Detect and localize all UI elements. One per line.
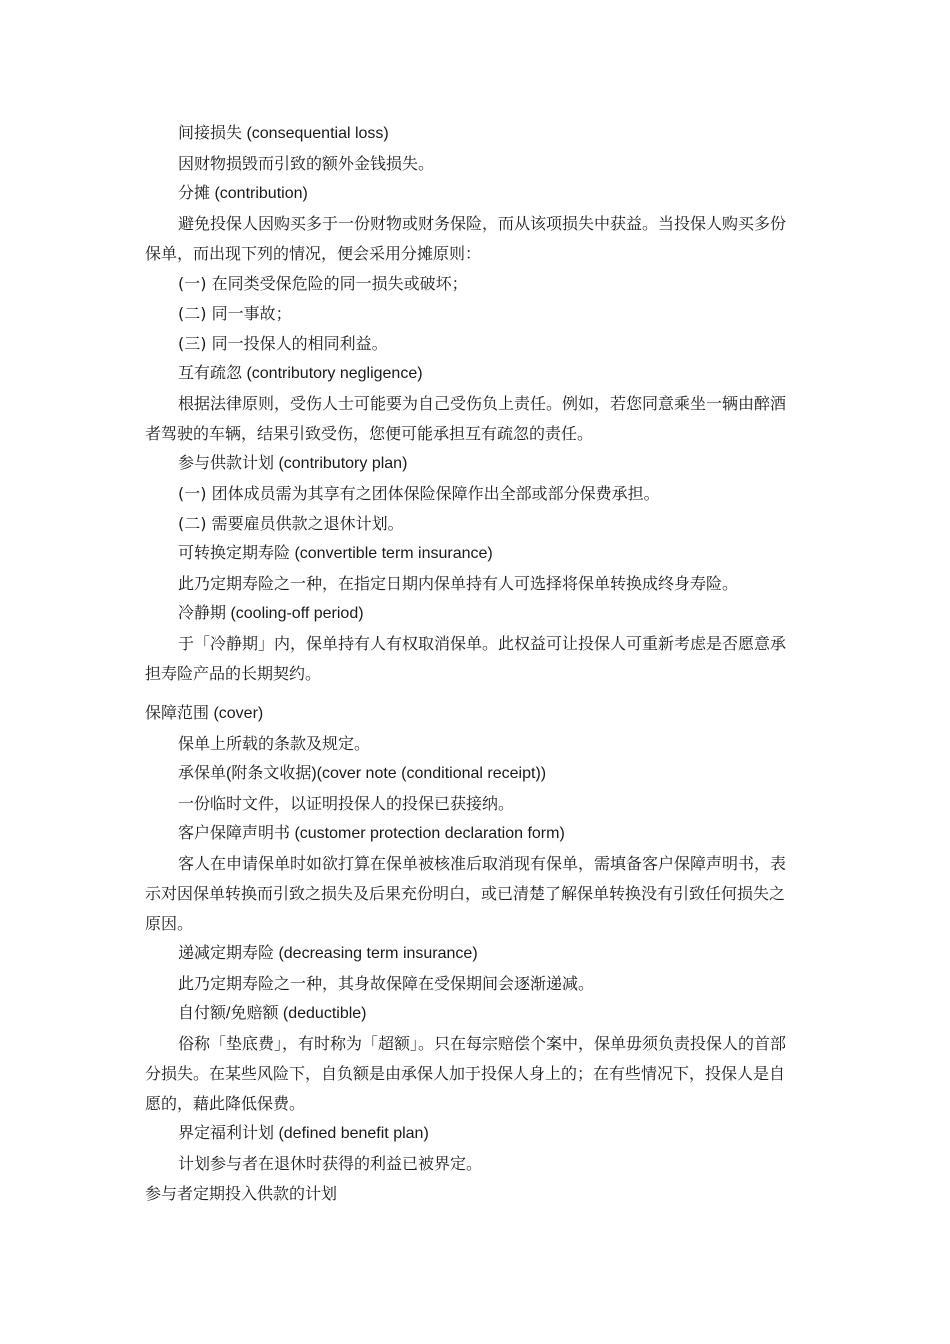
definition-text: 参与者定期投入供款的计划 [145, 1184, 338, 1203]
list-item: (一) 团体成员需为其享有之团体保险保障作出全部或部分保费承担。 [178, 484, 660, 503]
definition-text: 此乃定期寿险之一种，其身故保障在受保期间会逐渐递减。 [178, 974, 595, 993]
term-heading-deductible: 自付额/免赔额 (deductible) [178, 1005, 367, 1022]
term-heading-contributory-plan: 参与供款计划 (contributory plan) [178, 455, 408, 472]
term-heading-customer-protection-declaration-form: 客户保障声明书 (customer protection declaration form) [178, 825, 565, 842]
definition-text: 担寿险产品的长期契约。 [145, 664, 322, 683]
definition-text: 示对因保单转换而引致之损失及后果充份明白，或已清楚了解保单转换没有引致任何损失之 [145, 884, 786, 903]
term-heading-contributory-negligence: 互有疏忽 (contributory negligence) [178, 365, 423, 382]
list-item: (二) 需要雇员供款之退休计划。 [178, 514, 404, 533]
definition-text: 保单上所载的条款及规定。 [178, 734, 371, 753]
list-item: (二) 同一事故； [178, 304, 292, 323]
term-heading-decreasing-term-insurance: 递减定期寿险 (decreasing term insurance) [178, 945, 478, 962]
definition-text: 计划参与者在退休时获得的利益已被界定。 [178, 1154, 483, 1173]
term-heading-defined-benefit-plan: 界定福利计划 (defined benefit plan) [178, 1125, 429, 1142]
term-heading-contribution: 分摊 (contribution) [178, 185, 308, 202]
list-item: (三) 同一投保人的相同利益。 [178, 334, 388, 353]
definition-text: 愿的，藉此降低保费。 [145, 1094, 306, 1113]
definition-text: 因财物损毁而引致的额外金钱损失。 [178, 154, 435, 173]
definition-text: 保单，而出现下列的情况，便会采用分摊原则： [145, 244, 482, 263]
definition-text: 此乃定期寿险之一种，在指定日期内保单持有人可选择将保单转换成终身寿险。 [178, 574, 739, 593]
term-heading-cover: 保障范围 (cover) [145, 705, 264, 722]
term-heading-convertible-term-insurance: 可转换定期寿险 (convertible term insurance) [178, 545, 493, 562]
definition-text: 分损失。在某些风险下，自负额是由承保人加于投保人身上的；在有些情况下，投保人是自 [145, 1064, 786, 1083]
list-item: (一) 在同类受保危险的同一损失或破坏； [178, 274, 468, 293]
term-heading-consequential-loss: 间接损失 (consequential loss) [178, 125, 389, 142]
definition-text: 俗称「垫底费」，有时称为「超额」。只在每宗赔偿个案中，保单毋须负责投保人的首部 [178, 1034, 787, 1053]
definition-text: 于「冷静期」内，保单持有人有权取消保单。此权益可让投保人可重新考虑是否愿意承 [178, 634, 787, 653]
definition-text: 一份临时文件，以证明投保人的投保已获接纳。 [178, 794, 515, 813]
term-heading-cooling-off-period: 冷静期 (cooling-off period) [178, 605, 364, 622]
definition-text: 者驾驶的车辆，结果引致受伤，您便可能承担互有疏忽的责任。 [145, 424, 594, 443]
definition-text: 避免投保人因购买多于一份财物或财务保险，而从该项损失中获益。当投保人购买多份 [178, 214, 787, 233]
definition-text: 客人在申请保单时如欲打算在保单被核准后取消现有保单，需填备客户保障声明书，表 [178, 854, 787, 873]
term-heading-cover-note: 承保单(附条文收据)(cover note (conditional receipt)) [178, 765, 547, 782]
definition-text: 原因。 [145, 914, 194, 933]
definition-text: 根据法律原则，受伤人士可能要为自己受伤负上责任。例如，若您同意乘坐一辆由醉酒 [178, 394, 787, 413]
